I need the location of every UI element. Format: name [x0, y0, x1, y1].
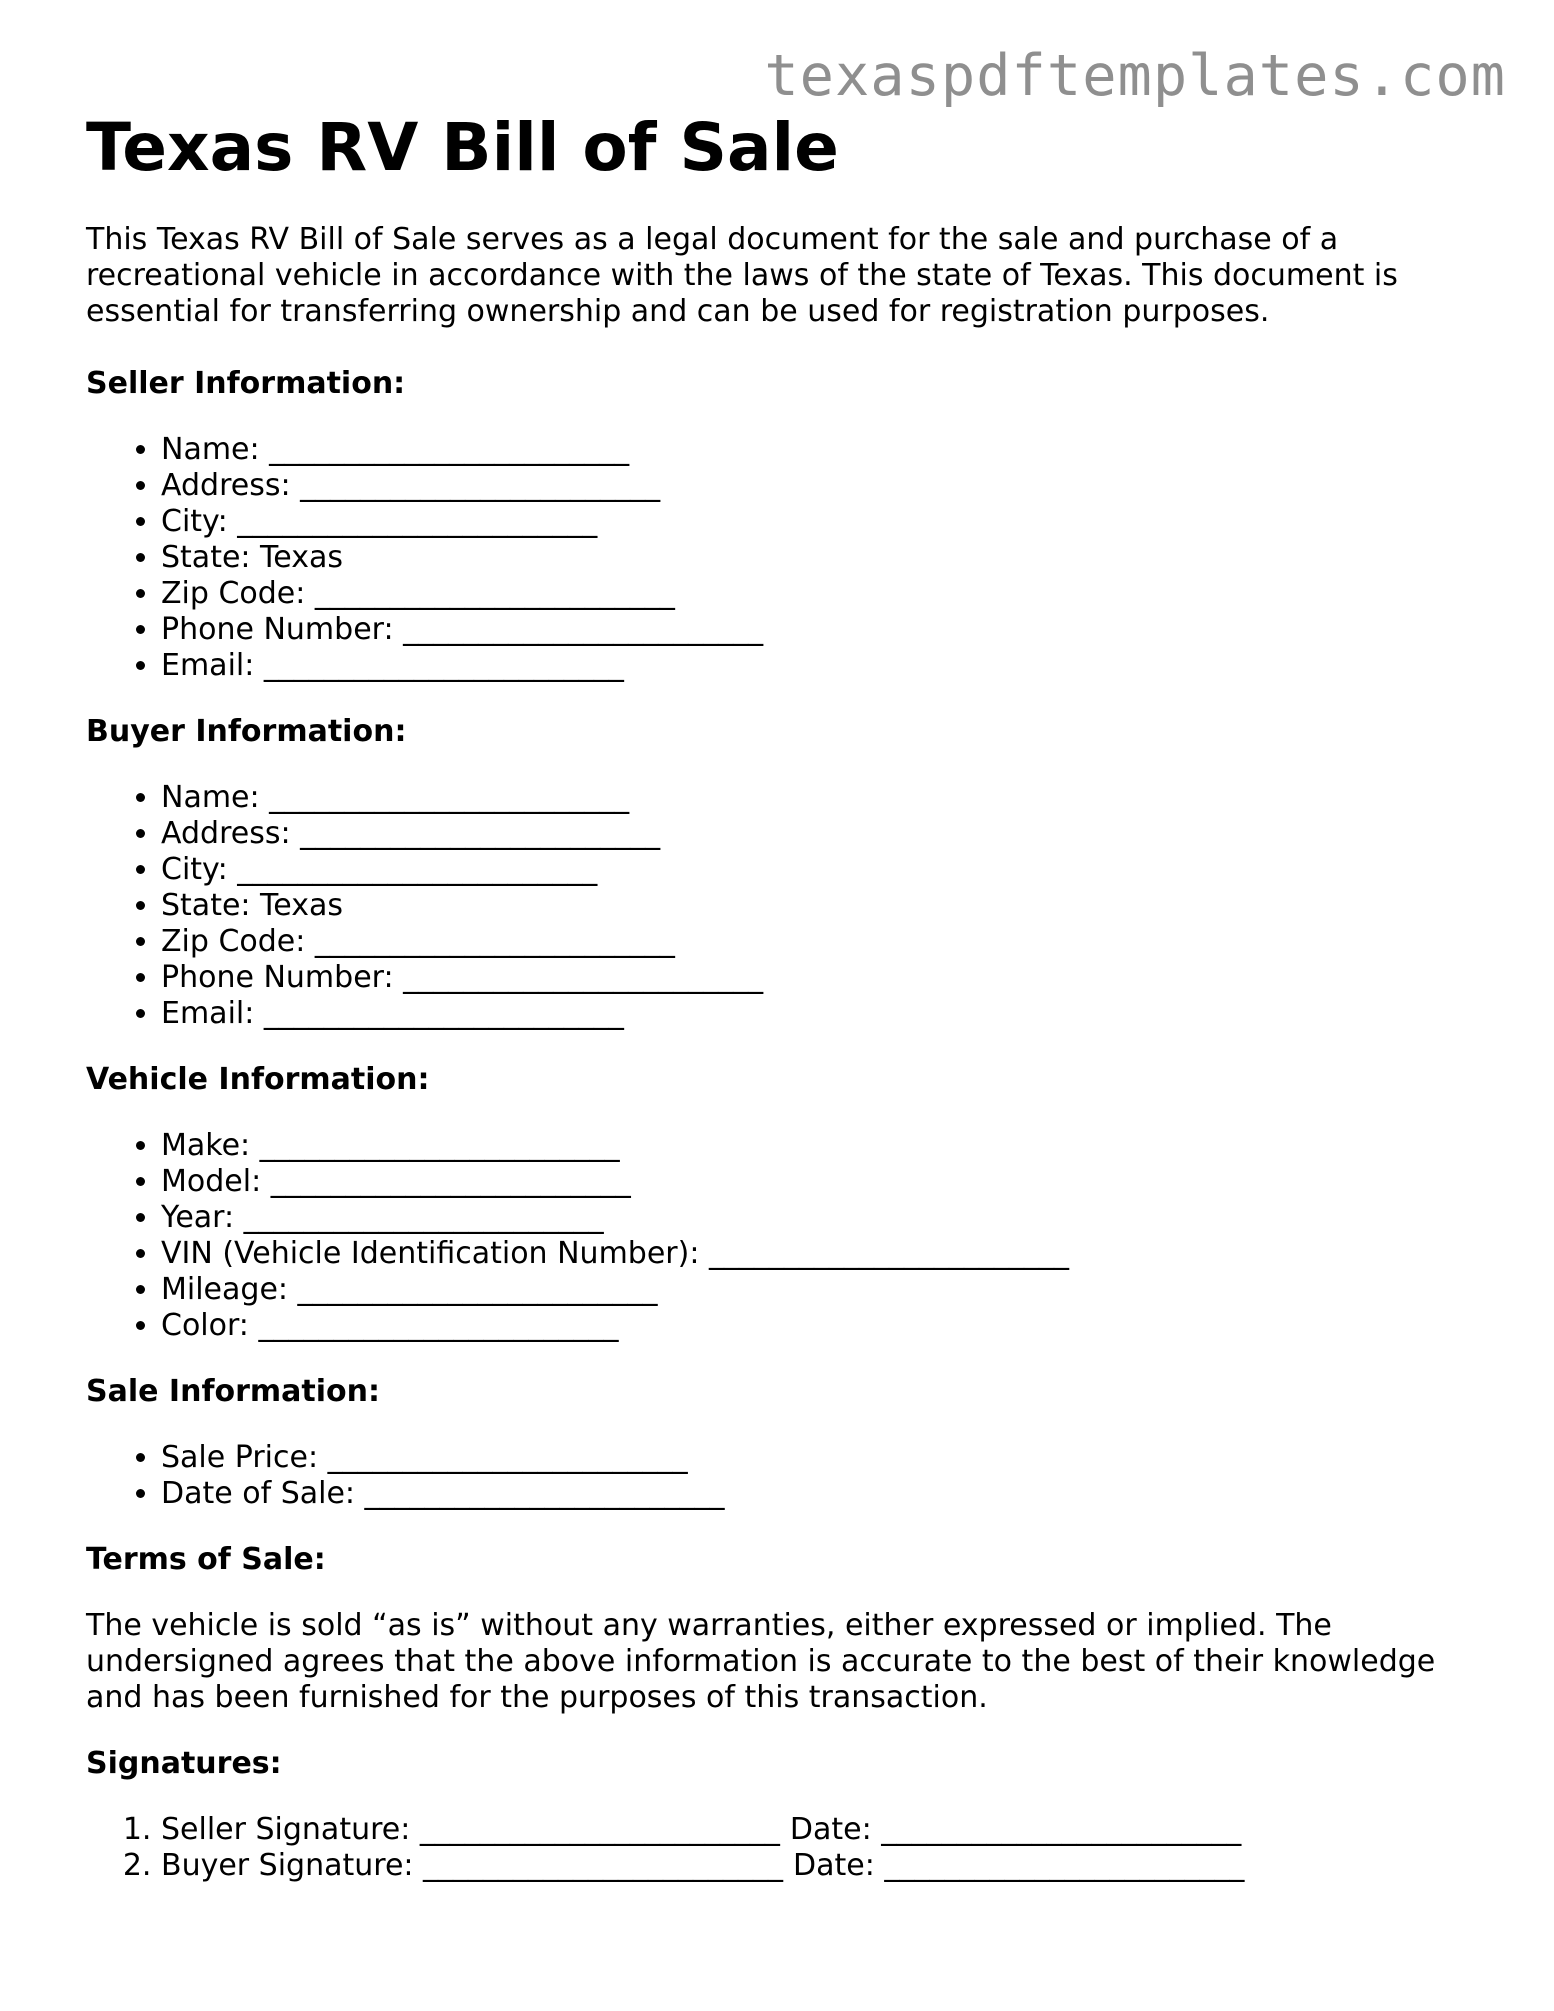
- page-title: Texas RV Bill of Sale: [86, 109, 839, 186]
- sale-heading: Sale Information:: [86, 1374, 380, 1409]
- sale-list: [86, 1440, 1476, 1512]
- seller-signature-line: [161, 1812, 1476, 1848]
- seller-signature-field: Seller Signature: ________________________: [161, 1812, 780, 1847]
- vehicle-model-field: • Model: ________________________: [161, 1164, 1476, 1200]
- vehicle-make-field: • Make: ________________________: [161, 1128, 1476, 1164]
- seller-name-field: • Name: ________________________: [161, 432, 1476, 468]
- seller-phone-field: • Phone Number: ________________________: [161, 612, 1476, 648]
- signatures-heading: Signatures:: [86, 1746, 282, 1781]
- seller-state-field: • State: Texas: [161, 540, 1476, 576]
- document-page: [86, 110, 1476, 1884]
- vehicle-vin-field: • VIN (Vehicle Identification Number): ________________________: [161, 1236, 1476, 1272]
- seller-address-field: • Address: ________________________: [161, 468, 1476, 504]
- seller-zip-field: • Zip Code: ________________________: [161, 576, 1476, 612]
- vehicle-heading: Vehicle Information:: [86, 1062, 430, 1097]
- seller-list: [86, 432, 1476, 684]
- buyer-address-field: • Address: ________________________: [161, 816, 1476, 852]
- buyer-signature-line: [161, 1848, 1476, 1884]
- buyer-phone-field: • Phone Number: ________________________: [161, 960, 1476, 996]
- buyer-signature-field: Buyer Signature: ________________________: [161, 1848, 784, 1883]
- buyer-city-field: • City: ________________________: [161, 852, 1476, 888]
- buyer-list: [86, 780, 1476, 1032]
- seller-date-field: Date: ________________________: [789, 1812, 1242, 1847]
- seller-heading: Seller Information:: [86, 366, 406, 401]
- terms-paragraph: The vehicle is sold “as is” without any warranties, either expressed or implied. The undersigned agrees that the above information is accurate to the best of their knowledge and has been furnished for the purposes of this transaction.: [86, 1608, 1436, 1715]
- buyer-email-field: • Email: ________________________: [161, 996, 1476, 1032]
- vehicle-color-field: • Color: ________________________: [161, 1308, 1476, 1344]
- sale-date-field: • Date of Sale: ________________________: [161, 1476, 1476, 1512]
- seller-city-field: • City: ________________________: [161, 504, 1476, 540]
- vehicle-year-field: • Year: ________________________: [161, 1200, 1476, 1236]
- buyer-zip-field: • Zip Code: ________________________: [161, 924, 1476, 960]
- buyer-heading: Buyer Information:: [86, 714, 407, 749]
- sale-price-field: • Sale Price: ________________________: [161, 1440, 1476, 1476]
- seller-email-field: • Email: ________________________: [161, 648, 1476, 684]
- signatures-list: [86, 1812, 1476, 1884]
- terms-heading: Terms of Sale:: [86, 1542, 326, 1577]
- buyer-date-field: Date: ________________________: [793, 1848, 1245, 1883]
- buyer-state-field: • State: Texas: [161, 888, 1476, 924]
- watermark: texaspdftemplates.com: [764, 43, 1506, 109]
- intro-paragraph: This Texas RV Bill of Sale serves as a legal document for the sale and purchase of a recreational vehicle in accordance with the laws of the state of Texas. This document is essential for transferring ownership and can be used for registration purposes.: [86, 222, 1398, 329]
- vehicle-mileage-field: • Mileage: ________________________: [161, 1272, 1476, 1308]
- buyer-name-field: • Name: ________________________: [161, 780, 1476, 816]
- vehicle-list: [86, 1128, 1476, 1344]
